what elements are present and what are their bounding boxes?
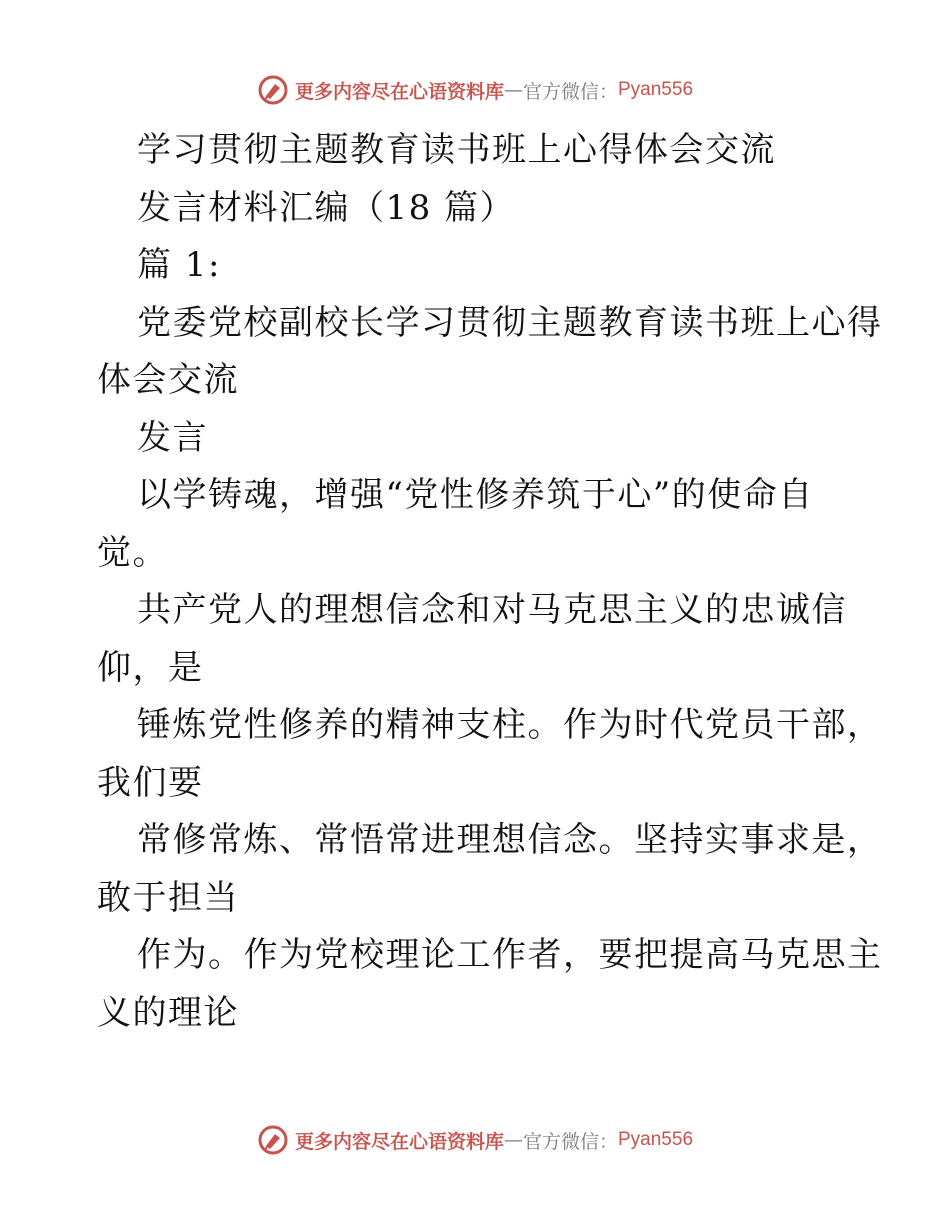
paragraph-line: 仰，是 [97,647,204,688]
paragraph-line: 锤炼党性修养的精神支柱。作为时代党员干部， [137,705,883,745]
article-title-line-3: 发言 [137,417,208,458]
document-title-line-2: 发言材料汇编（18 篇） [137,187,516,228]
paragraph-line: 义的理论 [97,992,239,1033]
paragraph-line: 作为。作为党校理论工作者，要把提高马克思主 [137,935,883,975]
section-heading-line-1: 以学铸魂，增强“党性修养筑于心”的使命自 [137,475,814,515]
watermark-brand-text: 更多内容尽在心语资料库 [294,80,504,103]
watermark-wechat-label: 官方微信： [522,80,618,103]
document-body [97,122,883,1042]
header-watermark [0,70,950,110]
watermark-separator: — [503,79,523,101]
watermark-wechat-id: Pyan556 [618,79,694,100]
footer-watermark [0,1120,950,1160]
paragraph-line: 敢于担当 [97,877,239,918]
pen-nib-logo-icon [257,1124,289,1156]
watermark-wechat-label: 官方微信： [522,1130,618,1153]
article-title-line-1: 党委党校副校长学习贯彻主题教育读书班上心得 [137,302,883,343]
paragraph-line: 常修常炼、常悟常进理想信念。坚持实事求是， [137,820,883,860]
watermark-brand-text: 更多内容尽在心语资料库 [294,1130,504,1153]
watermark-separator: — [503,1129,523,1151]
paragraph-line: 我们要 [97,762,204,803]
chapter-heading: 篇 1: [137,245,221,285]
paragraph-line: 共产党人的理想信念和对马克思主义的忠诚信 [137,590,847,630]
section-heading-line-2: 觉。 [97,532,168,573]
pen-nib-logo-icon [257,74,289,106]
document-title-line-1: 学习贯彻主题教育读书班上心得体会交流 [137,130,776,170]
article-title-line-2: 体会交流 [97,360,239,400]
watermark-wechat-id: Pyan556 [618,1129,694,1150]
